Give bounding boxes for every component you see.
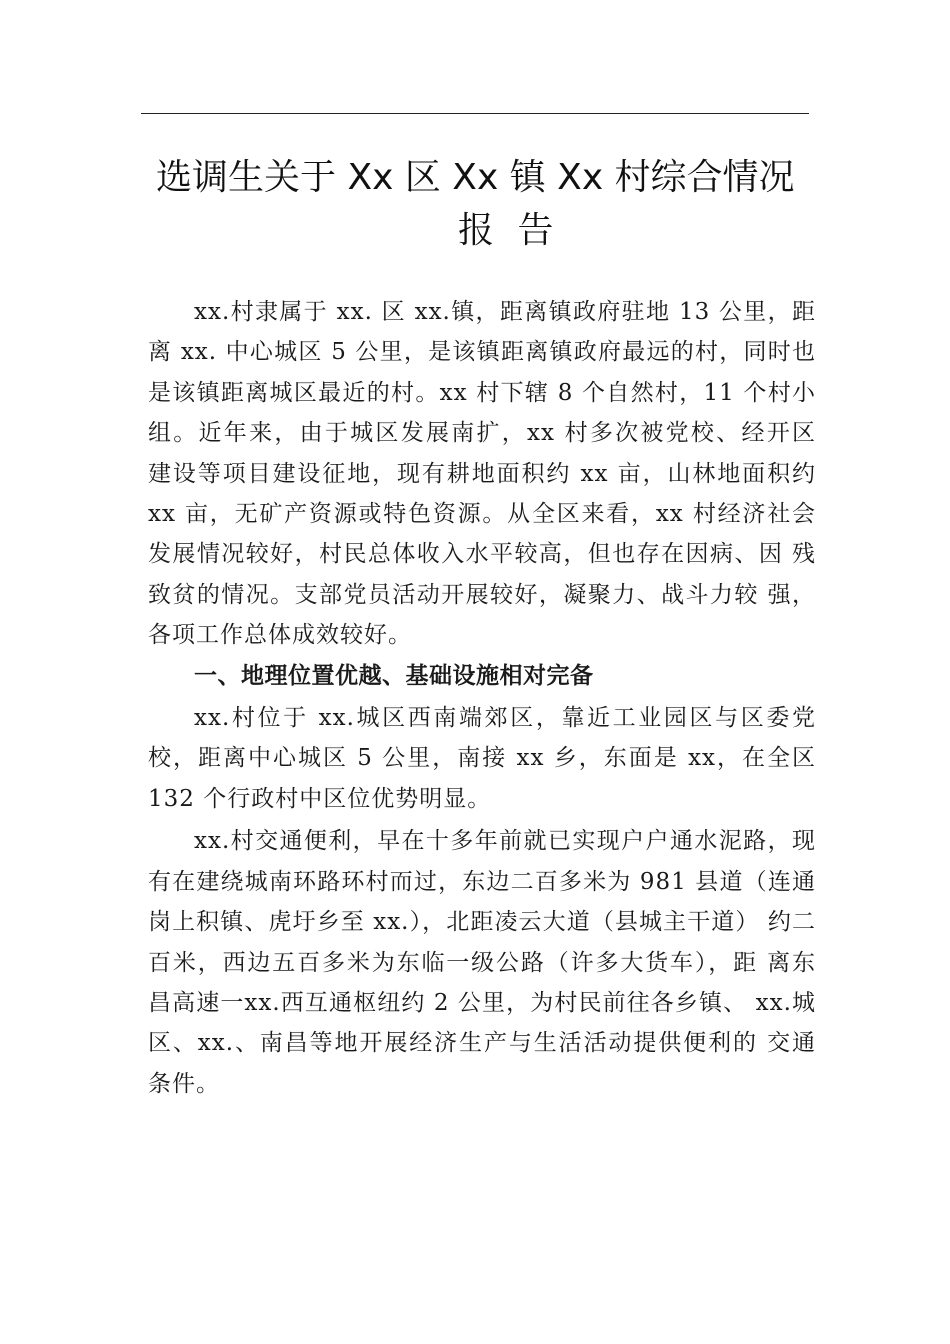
section-paragraph: xx.村位于 xx.城区西南端郊区，靠近工业园区与区委党校，距离中心城区 5 公里，南接 xx 乡，东面是 xx，在全区 132 个行政村中区位优势明显。 (148, 705, 816, 812)
document-title-line1: 选调生关于 Xx 区 Xx 镇 Xx 村综合情况 (156, 157, 795, 198)
header-rule (141, 113, 809, 114)
document-body (148, 292, 816, 1104)
document-title-line2: 报 告 (458, 210, 560, 251)
intro-paragraph: xx.村隶属于 xx. 区 xx.镇，距离镇政府驻地 13 公里，距 离 xx. 中心城区 5 公里，是该镇距离镇政府最远的村，同时也 是该镇距离城区最近的村。xx 村下辖 8 个自然村，11 个村小 组。近年来，由于城区发展南扩，xx 村多次被党校、经开区 建设等项目建设征地，现有耕地面积约 xx 亩，山林地面积约 xx 亩，无矿产资源或特色资源。从全区来看，xx 村经济社会 发展情况较好，村民总体收入水平较高，但也存在因病、因 残致贫的情况。支部党员活动开展较好，凝聚力、战斗力较 强，各项工作总体成效较好。 (148, 299, 816, 649)
section-heading: 一、地理位置优越、基础设施相对完备 (194, 662, 594, 689)
section-paragraph: xx.村交通便利，早在十多年前就已实现户户通水泥路，现有在建绕城南环路环村而过，东边二百多米为 981 县道（连通岗上积镇、虎圩乡至 xx.），北距凌云大道（县城主干道） 约二百米，西边五百多米为东临一级公路（许多大货车），距 离东昌高速一xx.西互通枢纽约 2 公里，为村民前往各乡镇、 xx.城区、xx.、南昌等地开展经济生产与生活活动提供便利的 交通条件。 (148, 828, 816, 1097)
